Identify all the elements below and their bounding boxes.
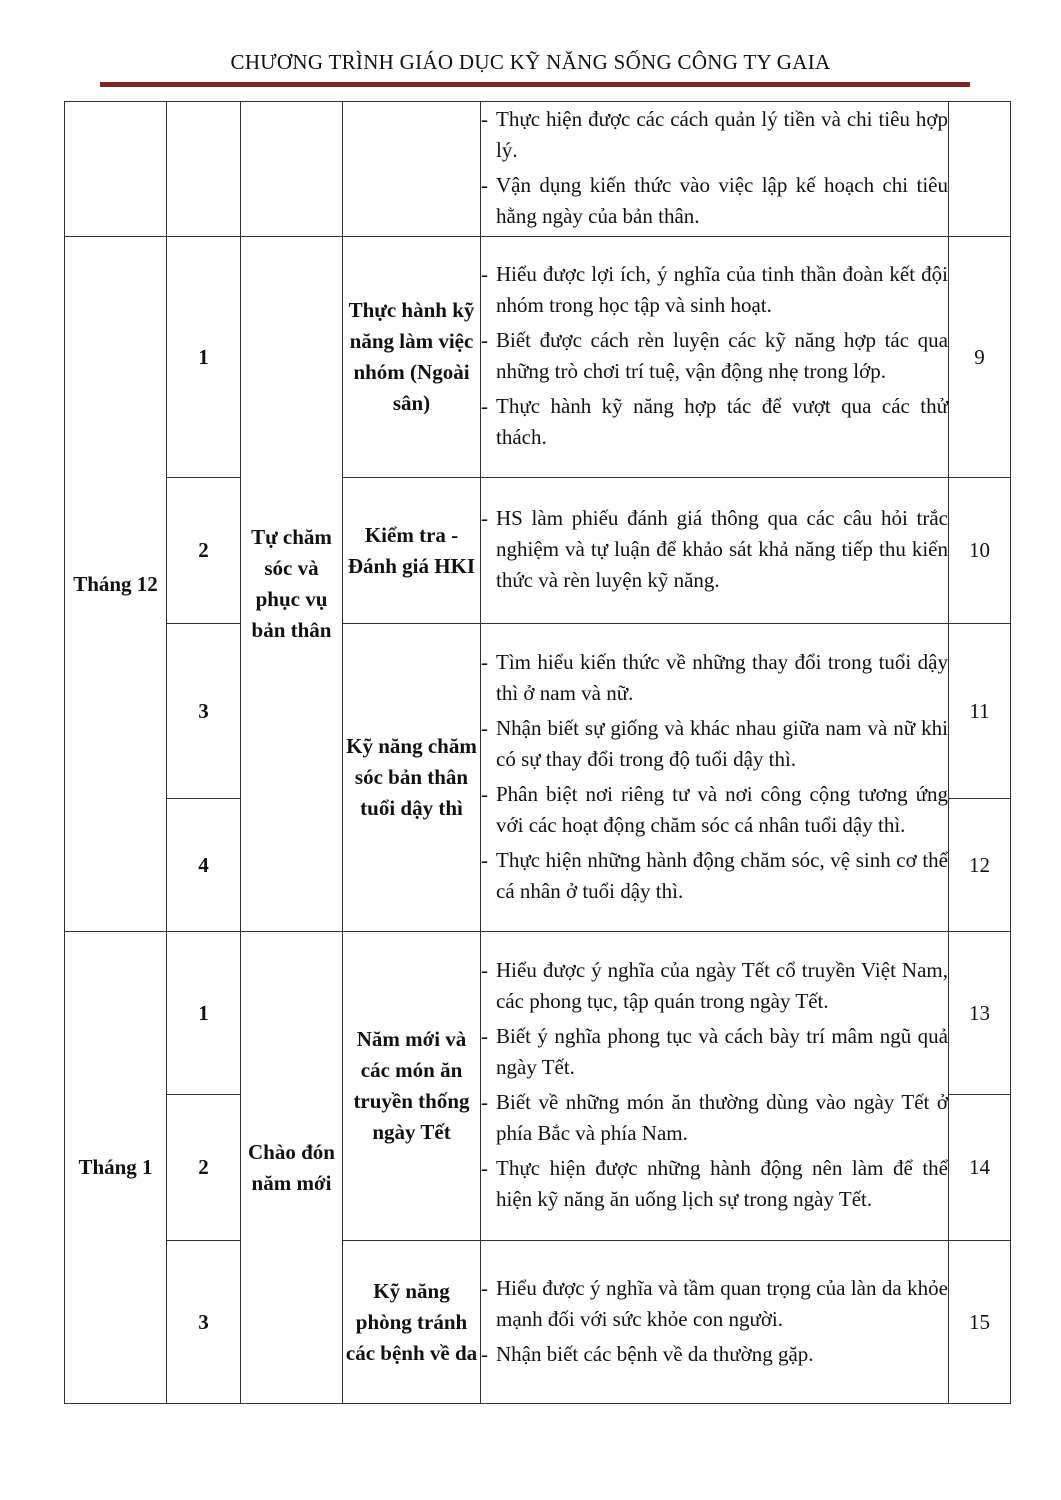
bullet-item: - Vận dụng kiến thức vào việc lập kế hoạch chi tiêu hằng ngày của bản thân.: [481, 170, 948, 232]
content-cell: [481, 1241, 949, 1404]
week-cell: 3: [167, 624, 241, 799]
table-row: [65, 1241, 1011, 1404]
bullet-item: - Hiểu được ý nghĩa của ngày Tết cổ truyền Việt Nam, các phong tục, tập quán trong ngày Tết.: [481, 955, 948, 1017]
bullet-list: [481, 647, 948, 907]
lesson-number-cell: [949, 102, 1011, 237]
lesson-number-cell: 12: [949, 799, 1011, 932]
bullet-item: - Biết về những món ăn thường dùng vào ngày Tết ở phía Bắc và phía Nam.: [481, 1087, 948, 1149]
bullet-list: [481, 955, 948, 1215]
lesson-number-cell: 14: [949, 1095, 1011, 1241]
table-row: [65, 478, 1011, 624]
bullet-list: [481, 104, 948, 232]
bullet-item: - Biết ý nghĩa phong tục và cách bày trí mâm ngũ quả ngày Tết.: [481, 1021, 948, 1083]
title-cell: Kiểm tra - Đánh giá HKI: [343, 478, 481, 624]
bullet-item: - HS làm phiếu đánh giá thông qua các câu hỏi trắc nghiệm và tự luận để khảo sát khả năng tiếp thu kiến thức và rèn luyện kỹ năng.: [481, 503, 948, 596]
bullet-item: - Thực hiện được những hành động nên làm để thể hiện kỹ năng ăn uống lịch sự trong ngày Tết.: [481, 1153, 948, 1215]
title-cell: Kỹ năng chăm sóc bản thân tuổi dậy thì: [343, 624, 481, 932]
content-cell: [481, 932, 949, 1241]
content-cell: [481, 102, 949, 237]
month-cell: Tháng 1: [65, 932, 167, 1404]
content-cell: [481, 237, 949, 478]
lesson-number-cell: 15: [949, 1241, 1011, 1404]
week-cell: 2: [167, 478, 241, 624]
week-cell: 3: [167, 1241, 241, 1404]
bullet-list: [481, 503, 948, 596]
week-cell: 4: [167, 799, 241, 932]
bullet-item: - Thực hành kỹ năng hợp tác để vượt qua các thử thách.: [481, 391, 948, 453]
bullet-item: - Hiểu được lợi ích, ý nghĩa của tinh thần đoàn kết đội nhóm trong học tập và sinh hoạt.: [481, 259, 948, 321]
theme-cell: Tự chăm sóc và phục vụ bản thân: [241, 237, 343, 932]
bullet-item: - Hiểu được ý nghĩa và tầm quan trọng của làn da khỏe mạnh đối với sức khỏe con người.: [481, 1273, 948, 1335]
bullet-list: [481, 259, 948, 453]
lesson-number-cell: 10: [949, 478, 1011, 624]
bullet-item: - Biết được cách rèn luyện các kỹ năng hợp tác qua những trò chơi trí tuệ, vận động nhẹ trong lớp.: [481, 325, 948, 387]
week-cell: [167, 102, 241, 237]
page-header: CHƯƠNG TRÌNH GIÁO DỤC KỸ NĂNG SỐNG CÔNG TY GAIA: [230, 50, 831, 74]
month-cell: [65, 102, 167, 237]
title-cell: Năm mới và các món ăn truyền thống ngày Tết: [343, 932, 481, 1241]
curriculum-table: [64, 101, 1011, 1404]
title-cell: Thực hành kỹ năng làm việc nhóm (Ngoài sân): [343, 237, 481, 478]
title-cell: Kỹ năng phòng tránh các bệnh về da: [343, 1241, 481, 1404]
bullet-item: - Thực hiện được các cách quản lý tiền và chi tiêu hợp lý.: [481, 104, 948, 166]
table-row: [65, 932, 1011, 1095]
theme-cell: [241, 102, 343, 237]
theme-cell: Chào đón năm mới: [241, 932, 343, 1404]
title-cell: [343, 102, 481, 237]
table-row: [65, 102, 1011, 237]
week-cell: 1: [167, 932, 241, 1095]
content-cell: [481, 624, 949, 932]
bullet-item: - Nhận biết sự giống và khác nhau giữa nam và nữ khi có sự thay đổi trong độ tuổi dậy thì.: [481, 713, 948, 775]
month-cell: Tháng 12: [65, 237, 167, 932]
lesson-number-cell: 9: [949, 237, 1011, 478]
content-cell: [481, 478, 949, 624]
table-row: [65, 237, 1011, 478]
header-divider: [100, 82, 970, 87]
lesson-number-cell: 13: [949, 932, 1011, 1095]
bullet-item: - Nhận biết các bệnh về da thường gặp.: [481, 1339, 948, 1370]
week-cell: 1: [167, 237, 241, 478]
week-cell: 2: [167, 1095, 241, 1241]
lesson-number-cell: 11: [949, 624, 1011, 799]
table-row: [65, 624, 1011, 799]
bullet-item: - Tìm hiểu kiến thức về những thay đổi trong tuổi dậy thì ở nam và nữ.: [481, 647, 948, 709]
bullet-item: - Phân biệt nơi riêng tư và nơi công cộng tương ứng với các hoạt động chăm sóc cá nhân tuổi dậy thì.: [481, 779, 948, 841]
bullet-list: [481, 1273, 948, 1370]
bullet-item: - Thực hiện những hành động chăm sóc, vệ sinh cơ thể cá nhân ở tuổi dậy thì.: [481, 845, 948, 907]
